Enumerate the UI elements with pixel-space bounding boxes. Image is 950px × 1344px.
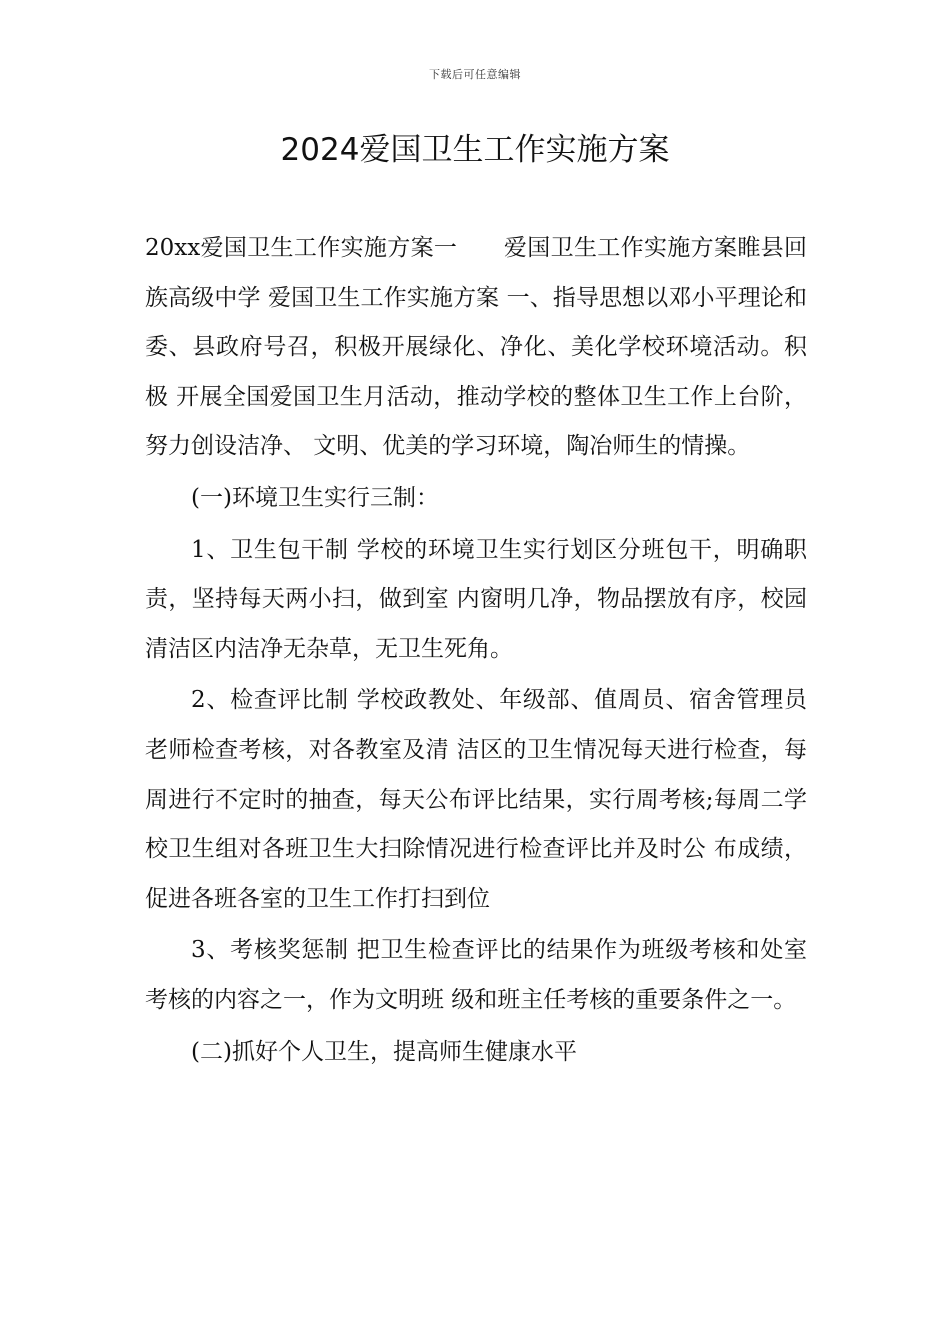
paragraph-intro: 20xx爱国卫生工作实施方案一 爱国卫生工作实施方案睢县回族高级中学 爱国卫生工作实施方案 一、指导思想以邓小平理论和委、县政府号召，积极开展绿化、净化、美化学校环境活动。积极 开展全国爱国卫生月活动，推动学校的整体卫生工作上台阶，努力创设洁净、 文明、优美的学习环境，陶冶师生的情操。 — [145, 235, 807, 460]
document-body — [145, 224, 807, 1077]
page-header-note: 下载后可任意编辑 — [429, 68, 521, 81]
paragraph-section-2-heading: (二)抓好个人卫生，提高师生健康水平 — [191, 1038, 577, 1065]
paragraph-section-1-heading: (一)环境卫生实行三制： — [191, 484, 439, 511]
paragraph-item-1: 1、卫生包干制 学校的环境卫生实行划区分班包干，明确职责，坚持每天两小扫，做到室 内窗明几净，物品摆放有序，校园清洁区内洁净无杂草，无卫生死角。 — [145, 536, 807, 662]
document-title: 2024爱国卫生工作实施方案 — [280, 132, 670, 168]
paragraph-item-2: 2、检查评比制 学校政教处、年级部、值周员、宿舍管理员老师检查考核，对各教室及清 洁区的卫生情况每天进行检查，每周进行不定时的抽查，每天公布评比结果，实行周考核;每周二学校卫生组对各班卫生大扫除情况进行检查评比并及时公 布成绩，促进各班各室的卫生工作打扫到位 — [145, 687, 807, 912]
paragraph-item-3: 3、考核奖惩制 把卫生检查评比的结果作为班级考核和处室考核的内容之一，作为文明班 级和班主任考核的重要条件之一。 — [145, 937, 807, 1013]
